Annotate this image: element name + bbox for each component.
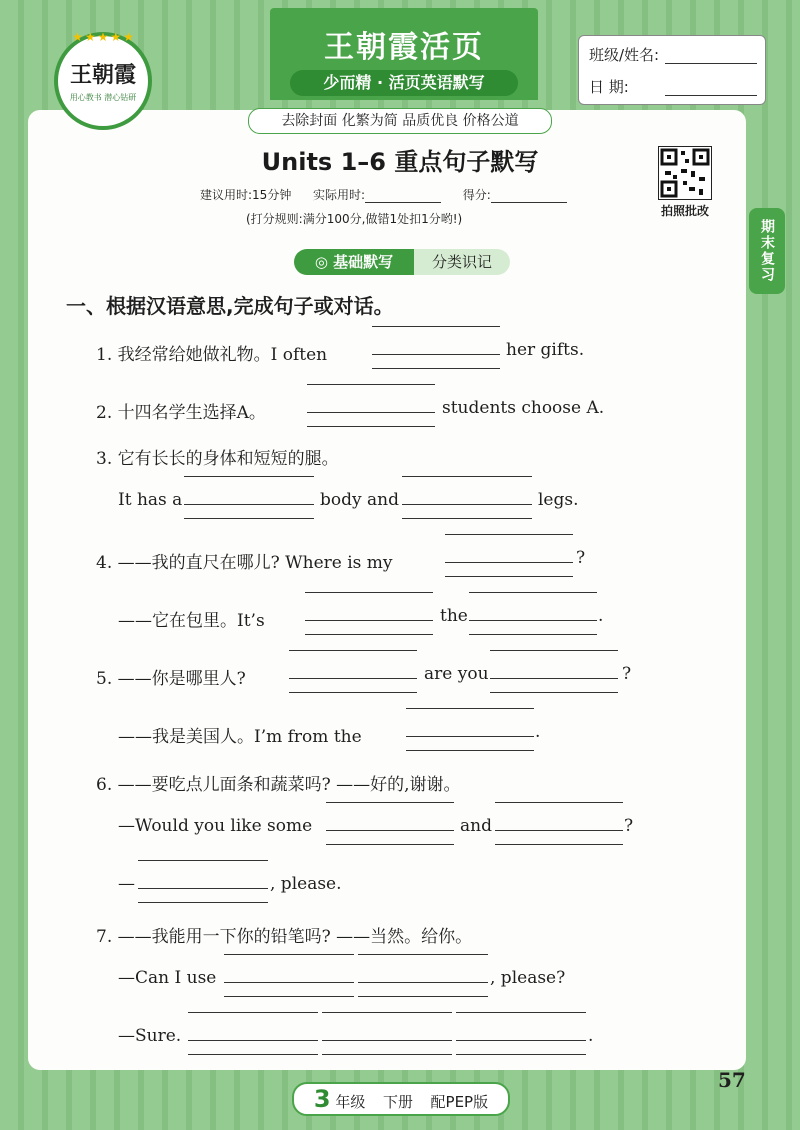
q4-answer-period: . [598,606,604,626]
q6-answer-ending: , please. [270,874,342,894]
grade-footer [292,1082,510,1116]
q7-answer-part: —Sure. [118,1026,182,1046]
q1-guide-line-bottom [372,368,500,369]
q6-answer-blank-3[interactable] [138,888,268,889]
edition-text: 配PEP版 [430,1093,489,1111]
q7-part-a: —Can I use [118,968,217,988]
section-tag-sub: 分类识记 [414,249,510,275]
q6-guide-line-3-top [138,860,268,861]
q4-answer-part-b: the [440,606,468,626]
q7-answer-blank-5[interactable] [456,1040,586,1041]
class-name-field[interactable] [665,62,757,64]
q5-guide-line-2-top [490,650,618,651]
actual-time-label: 实际用时: [312,188,366,202]
q7-guide-line-2-bottom [358,996,488,997]
section-tag-main [294,249,414,275]
q5-prompt: 5. ——你是哪里人? [96,669,246,689]
q4-answer-blank-3[interactable] [469,620,597,621]
q7-guide-line-3-bottom [188,1054,318,1055]
q1-guide-line-top [372,326,500,327]
page-title: Units 1–6 重点句子默写 [261,148,539,176]
q5-answer-period: . [535,722,541,742]
q4-answer-part-a: ——它在包里。It’s [118,611,265,631]
q7-answer-blank-2[interactable] [358,982,488,983]
q7-guide-line-1-bottom [224,996,354,997]
date-field[interactable] [665,94,757,96]
q6-guide-line-1-bottom [326,844,454,845]
q2-ending: students choose A. [442,398,605,418]
q3-guide-line-1-bottom [184,518,314,519]
page-number: 57 [718,1068,746,1092]
q6-answer-blank-1[interactable] [326,830,454,831]
q7-prompt: 7. ——我能用一下你的铅笔吗? ——当然。给你。 [96,927,473,947]
q5-guide-line-3-bottom [406,750,534,751]
q6-guide-line-2-bottom [495,844,623,845]
q7-answer-blank-4[interactable] [322,1040,452,1041]
q3-answer-blank-2[interactable] [402,504,532,505]
q3-part-c: legs. [538,490,579,510]
q3-prompt: 3. 它有长长的身体和短短的腿。 [96,449,339,469]
q5-answer-part-a: ——我是美国人。I’m from the [118,727,362,747]
q7-guide-line-4-bottom [322,1054,452,1055]
q5-middle: are you [424,664,489,684]
q5-guide-line-1-bottom [289,692,417,693]
class-name-label: 班级/姓名: [589,46,660,64]
q3-part-b: body and [320,490,399,510]
q6-part-a: —Would you like some [118,816,313,836]
q7-guide-line-4-top [322,1012,452,1013]
section-heading: 一、根据汉语意思,完成句子或对话。 [66,294,394,318]
q3-part-a: It has a [118,490,183,510]
q7-part-b: , please? [490,968,566,988]
q7-guide-line-5-top [456,1012,586,1013]
q2-guide-line-bottom [307,426,435,427]
q5-answer-blank-1[interactable] [289,678,417,679]
q4-guide-line-3-bottom [469,634,597,635]
q5-answer-blank-3[interactable] [406,736,534,737]
q6-answer-blank-2[interactable] [495,830,623,831]
section-tag-main-label: 基础默写 [333,253,394,271]
q4-guide-line-1-top [445,534,573,535]
brand-subtitle: 少而精 · 活页英语默写 [290,70,518,96]
q4-answer-blank-2[interactable] [305,620,433,621]
q4-guide-line-2-top [305,592,433,593]
q3-answer-blank-1[interactable] [184,504,314,505]
q4-prompt: 4. ——我的直尺在哪儿? Where is my [96,553,393,573]
q6-guide-line-1-top [326,802,454,803]
q2-guide-line-top [307,384,435,385]
q5-guide-line-1-top [289,650,417,651]
q7-guide-line-5-bottom [456,1054,586,1055]
scoring-rule: (打分规则:满分100分,做错1处扣1分哟!) [246,212,463,226]
q5-guide-line-2-bottom [490,692,618,693]
q1-ending: her gifts. [506,340,585,360]
student-info-box [578,35,766,105]
logo-text: 王朝霞 [69,63,136,88]
q5-guide-line-3-top [406,708,534,709]
score-label: 得分: [462,188,491,202]
q4-guide-line-3-top [469,592,597,593]
logo-motto: 用心教书 潜心钻研 [69,93,137,102]
q7-answer-blank-1[interactable] [224,982,354,983]
q7-guide-line-3-top [188,1012,318,1013]
q7-answer-period: . [588,1026,594,1046]
term-text: 下册 [382,1093,413,1111]
q6-guide-line-3-bottom [138,902,268,903]
q6-question-mark: ? [624,816,634,836]
medal-icon: ◎ [314,253,328,271]
q4-guide-line-1-bottom [445,576,573,577]
actual-time-field[interactable] [365,202,441,203]
logo-stars-icon: ★★★★★ [72,30,136,44]
score-field[interactable] [491,202,567,203]
q2-answer-blank[interactable] [307,412,435,413]
date-label: 日 期: [589,78,629,96]
brand-title: 王朝霞活页 [324,30,484,65]
q5-question-mark: ? [622,664,632,684]
qr-label: 拍照批改 [660,204,709,218]
q7-guide-line-1-top [224,954,354,955]
q6-answer-dash: — [118,874,135,894]
q6-prompt: 6. ——要吃点儿面条和蔬菜吗? ——好的,谢谢。 [96,775,461,795]
q3-guide-line-2-bottom [402,518,532,519]
q6-part-b: and [460,816,492,836]
suggested-time: 建议用时:15分钟 [200,188,292,202]
q2-prompt: 2. 十四名学生选择A。 [96,403,266,423]
q6-guide-line-2-top [495,802,623,803]
qr-code-icon[interactable] [658,146,712,200]
q1-answer-blank[interactable] [372,354,500,355]
q7-guide-line-2-top [358,954,488,955]
q4-answer-blank-1[interactable] [445,562,573,563]
side-tab: 期末复习 [749,208,785,294]
q4-question-mark: ? [576,548,586,568]
time-score-meta [200,186,630,203]
q7-answer-blank-3[interactable] [188,1040,318,1041]
q3-guide-line-1-top [184,476,314,477]
slogan: 去除封面 化繁为简 品质优良 价格公道 [248,108,552,134]
grade-text: 年级 [335,1093,366,1111]
q3-guide-line-2-top [402,476,532,477]
grade-number: 3 [313,1085,331,1113]
q5-answer-blank-2[interactable] [490,678,618,679]
q1-prompt: 1. 我经常给她做礼物。I often [96,345,328,365]
q4-guide-line-2-bottom [305,634,433,635]
